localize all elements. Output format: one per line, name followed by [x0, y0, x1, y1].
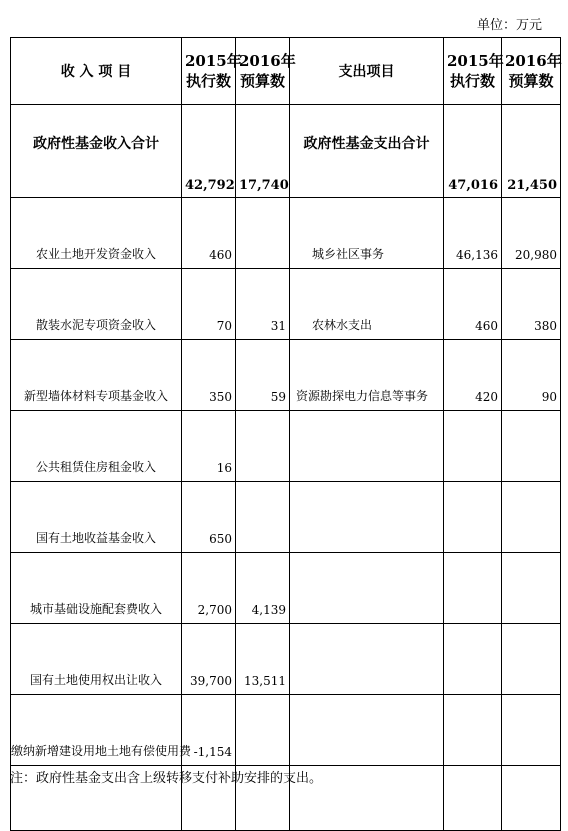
income-item: 国有土地使用权出让收入 [11, 624, 182, 695]
header-income-2015: 2015年 执行数 [182, 38, 236, 105]
income-2015: 460 [182, 198, 236, 269]
expense-2016 [502, 695, 561, 766]
income-item: 城市基础设施配套费收入 [11, 553, 182, 624]
expense-2015 [444, 553, 502, 624]
expense-total-2016: 21,450 [502, 105, 561, 198]
income-2016 [236, 695, 290, 766]
table-row [11, 553, 561, 624]
expense-2016 [502, 411, 561, 482]
expense-item [290, 624, 444, 695]
footnote: 注：政府性基金支出含上级转移支付补助安排的支出。 [10, 771, 323, 786]
income-2015: 350 [182, 340, 236, 411]
header-income-2016: 2016年 预算数 [236, 38, 290, 105]
income-2015: 39,700 [182, 624, 236, 695]
income-2016: 59 [236, 340, 290, 411]
expense-item [290, 553, 444, 624]
header-expense-2016: 2016年 预算数 [502, 38, 561, 105]
expense-2015 [444, 411, 502, 482]
header-expense-item: 支出项目 [290, 38, 444, 105]
income-2015: -1,154 [182, 695, 236, 766]
income-2015: 16 [182, 411, 236, 482]
expense-2016 [502, 482, 561, 553]
expense-2015 [444, 482, 502, 553]
expense-2015: 460 [444, 269, 502, 340]
table-row [11, 269, 561, 340]
income-2015: 70 [182, 269, 236, 340]
expense-total-label: 政府性基金支出合计 [290, 105, 444, 198]
income-item: 农业土地开发资金收入 [11, 198, 182, 269]
budget-table [10, 37, 561, 831]
unit-label: 单位：万元 [476, 18, 542, 33]
income-total-label: 政府性基金收入合计 [11, 105, 182, 198]
income-2016: 13,511 [236, 624, 290, 695]
expense-2016 [502, 553, 561, 624]
expense-item: 资源勘探电力信息等事务 [290, 340, 444, 411]
header-row [11, 38, 561, 105]
table-row [11, 198, 561, 269]
expense-item [290, 482, 444, 553]
expense-2015 [444, 624, 502, 695]
expense-2016: 90 [502, 340, 561, 411]
total-row [11, 105, 561, 198]
income-item: 缴纳新增建设用地土地有偿使用费 [11, 695, 182, 766]
income-2016 [236, 482, 290, 553]
expense-2015: 46,136 [444, 198, 502, 269]
expense-item: 农林水支出 [290, 269, 444, 340]
income-item: 国有土地收益基金收入 [11, 482, 182, 553]
income-2016 [236, 198, 290, 269]
table-row [11, 695, 561, 766]
income-item: 散装水泥专项资金收入 [11, 269, 182, 340]
header-income-item: 收 入 项 目 [11, 38, 182, 105]
income-item: 新型墙体材料专项基金收入 [11, 340, 182, 411]
expense-2016: 380 [502, 269, 561, 340]
income-total-2015: 42,792 [182, 105, 236, 198]
income-item: 公共租赁住房租金收入 [11, 411, 182, 482]
blank-cell [502, 766, 561, 831]
expense-item [290, 695, 444, 766]
expense-total-2015: 47,016 [444, 105, 502, 198]
blank-cell [444, 766, 502, 831]
expense-2016: 20,980 [502, 198, 561, 269]
expense-2015 [444, 695, 502, 766]
income-2016: 4,139 [236, 553, 290, 624]
income-2015: 650 [182, 482, 236, 553]
table-row [11, 624, 561, 695]
table-row [11, 340, 561, 411]
table-row [11, 411, 561, 482]
expense-2016 [502, 624, 561, 695]
header-expense-2015: 2015年 执行数 [444, 38, 502, 105]
income-total-2016: 17,740 [236, 105, 290, 198]
expense-item [290, 411, 444, 482]
table-row [11, 482, 561, 553]
income-2016: 31 [236, 269, 290, 340]
income-2015: 2,700 [182, 553, 236, 624]
expense-2015: 420 [444, 340, 502, 411]
income-2016 [236, 411, 290, 482]
expense-item: 城乡社区事务 [290, 198, 444, 269]
